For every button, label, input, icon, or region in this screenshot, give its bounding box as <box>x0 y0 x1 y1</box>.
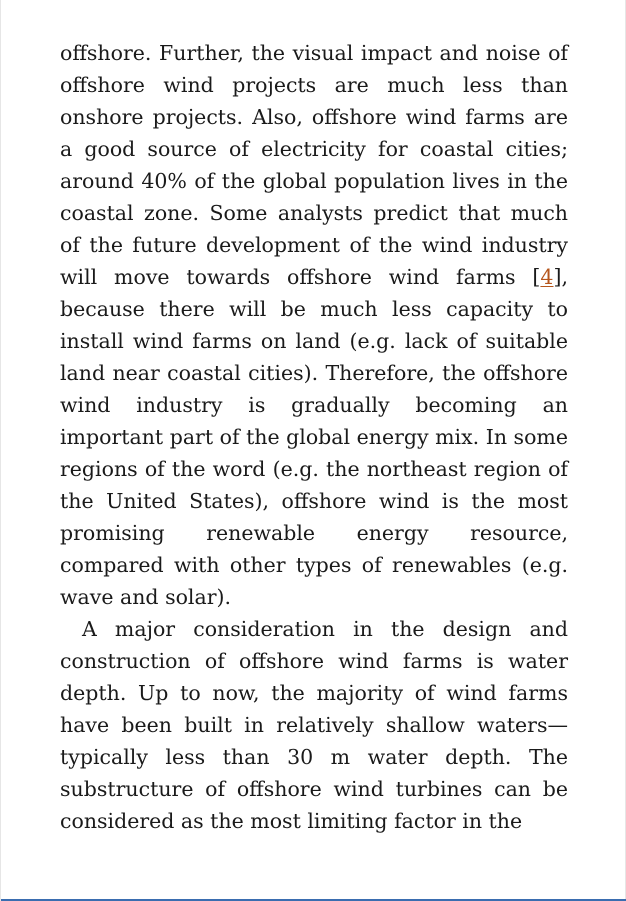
citation-link[interactable]: 4 <box>540 265 554 289</box>
paragraph <box>60 37 568 613</box>
paragraph: A major consideration in the design and construction of offshore wind farms is water depth. Up to now, the majority of wind farms have been built in relatively shallow waters—typically less than 30 m water depth. The substructure of offshore wind turbines can be considered as the most limiting factor in the <box>60 617 568 833</box>
paragraph-text: , because there will be much less capacity to install wind farms on land (e.g. lack of suitable land near coastal cities). Therefore, the offshore wind industry is gradually becoming an important part of the global energy mix. In some regions of the word (e.g. the northeast region of the United States), offshore wind is the most promising renewable energy resource, compared with other types of renewables (e.g. wave and solar). <box>60 265 568 609</box>
body-text <box>60 37 568 837</box>
citation-bracket-open: [ <box>532 265 541 289</box>
citation-bracket-close: ] <box>553 265 562 289</box>
paragraph-text: offshore. Further, the visual impact and noise of offshore wind projects are much less than onshore projects. Also, offshore wind farms are a good source of electricity for coastal cities; around 40% of the global population lives in the coastal zone. Some analysts predict that much of the future development of the wind industry will move towards offshore wind farms <box>60 41 568 289</box>
